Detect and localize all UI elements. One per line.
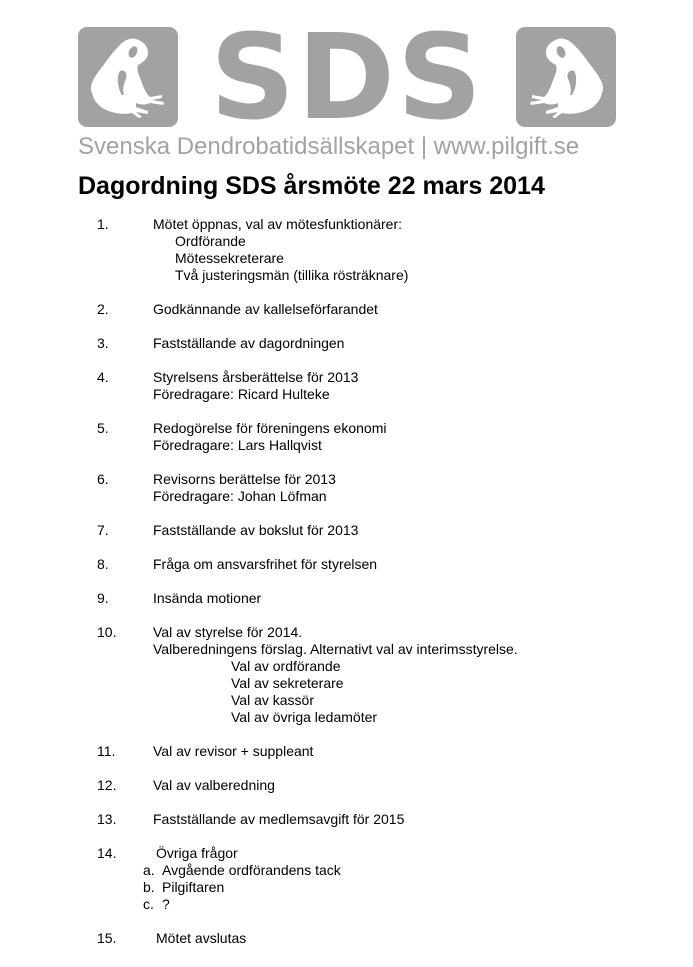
- lettered-sub-item: [0, 896, 693, 913]
- agenda-item: [0, 743, 693, 760]
- sub-item-text: Pilgiftaren: [162, 879, 225, 895]
- sub-item: Val av övriga ledamöter: [231, 709, 378, 725]
- item-text: Fastställande av medlemsavgift för 2015: [153, 811, 405, 827]
- agenda-item: [0, 335, 693, 352]
- item-text: Mötet avslutas: [156, 930, 247, 946]
- item-text: Godkännande av kallelseförfarandet: [153, 301, 378, 317]
- lettered-sub-item: [0, 879, 693, 896]
- item-detail: Valberedningens förslag. Alternativt val av interimsstyrelse.: [153, 641, 518, 657]
- item-text: Övriga frågor: [156, 845, 238, 861]
- item-number: 8.: [97, 556, 109, 572]
- agenda-item: [0, 471, 693, 505]
- item-text: Mötet öppnas, val av mötesfunktionärer:: [153, 216, 403, 232]
- lettered-sub-item: [0, 862, 693, 879]
- agenda-item: [0, 930, 693, 947]
- item-text: Val av revisor + suppleant: [153, 743, 314, 759]
- agenda-item: [0, 624, 693, 726]
- sds-wordmark: SDS: [210, 27, 484, 127]
- item-number: 4.: [97, 369, 109, 385]
- item-number: 11.: [97, 743, 116, 759]
- item-presenter: Föredragare: Lars Hallqvist: [153, 437, 322, 453]
- item-number: 2.: [97, 301, 109, 317]
- agenda-item: [0, 590, 693, 607]
- sub-item: Två justeringsmän (tillika rösträknare): [175, 267, 409, 283]
- agenda-item: [0, 556, 693, 573]
- agenda-item: [0, 522, 693, 539]
- frog-icon: [516, 27, 616, 127]
- sub-item: Ordförande: [175, 233, 246, 249]
- item-number: 15.: [97, 930, 117, 946]
- page-title: Dagordning SDS årsmöte 22 mars 2014: [78, 172, 545, 200]
- item-text: Redogörelse för föreningens ekonomi: [153, 420, 387, 436]
- sub-item-letter: c.: [143, 896, 154, 912]
- item-number: 5.: [97, 420, 109, 436]
- sub-item: Mötessekreterare: [175, 250, 284, 266]
- item-text: Insända motioner: [153, 590, 262, 606]
- frog-icon: [78, 27, 178, 127]
- item-number: 1.: [97, 216, 109, 232]
- agenda-item: [0, 845, 693, 913]
- logo-tagline: Svenska Dendrobatidsällskapet | www.pilgift.se: [78, 133, 580, 160]
- sub-item-letter: b.: [143, 879, 155, 895]
- item-number: 10.: [97, 624, 117, 640]
- item-number: 7.: [97, 522, 109, 538]
- item-text: Revisorns berättelse för 2013: [153, 471, 336, 487]
- agenda-item: [0, 301, 693, 318]
- agenda-list: [0, 216, 693, 964]
- item-text: Fastställande av dagordningen: [153, 335, 345, 351]
- sds-logo: [78, 27, 616, 127]
- agenda-item: [0, 216, 693, 284]
- item-number: 14.: [97, 845, 117, 861]
- sub-item-text: Avgående ordförandens tack: [162, 862, 341, 878]
- sub-item-text: ?: [162, 896, 170, 912]
- item-text: Val av valberedning: [153, 777, 275, 793]
- item-presenter: Föredragare: Johan Löfman: [153, 488, 327, 504]
- item-text: Fastställande av bokslut för 2013: [153, 522, 359, 538]
- sub-item: Val av kassör: [231, 692, 314, 708]
- item-number: 9.: [97, 590, 109, 606]
- sub-item: Val av ordförande: [231, 658, 341, 674]
- item-number: 6.: [97, 471, 109, 487]
- item-presenter: Föredragare: Ricard Hulteke: [153, 386, 330, 402]
- item-text: Styrelsens årsberättelse för 2013: [153, 369, 359, 385]
- agenda-item: [0, 777, 693, 794]
- agenda-item: [0, 369, 693, 403]
- sub-item: Val av sekreterare: [231, 675, 344, 691]
- sub-item-letter: a.: [143, 862, 155, 878]
- item-text: Fråga om ansvarsfrihet för styrelsen: [153, 556, 378, 572]
- agenda-item: [0, 420, 693, 454]
- item-number: 13.: [97, 811, 117, 827]
- item-number: 3.: [97, 335, 109, 351]
- item-text: Val av styrelse för 2014.: [153, 624, 303, 640]
- item-number: 12.: [97, 777, 117, 793]
- agenda-item: [0, 811, 693, 828]
